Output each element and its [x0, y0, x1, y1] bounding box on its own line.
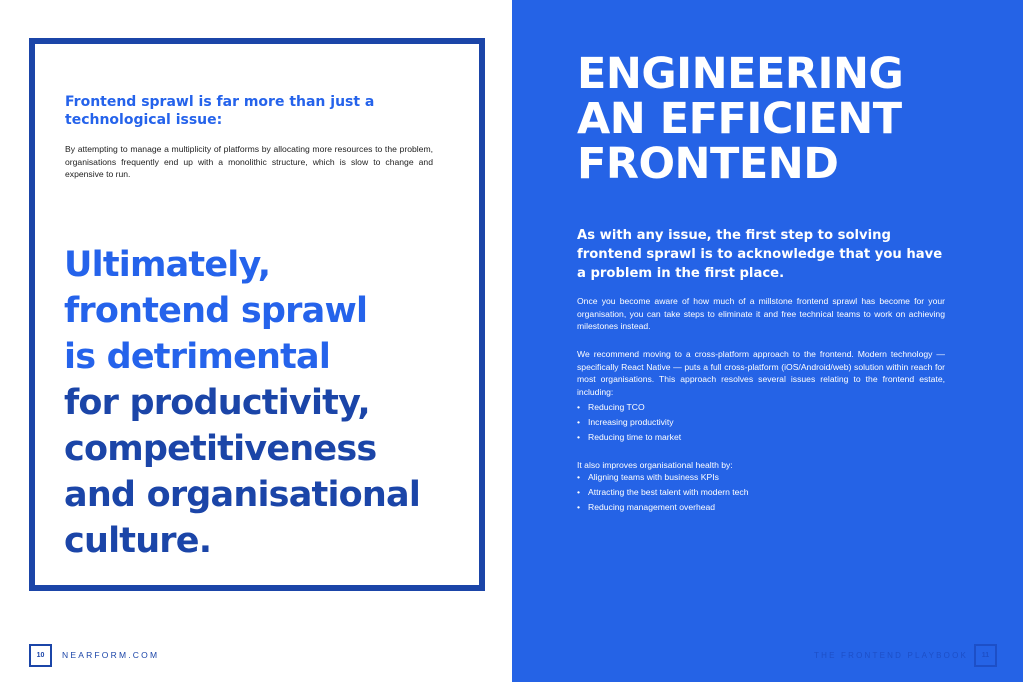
quote-line: is detrimental [64, 337, 331, 377]
page-number-left: 10 [29, 644, 52, 667]
list-item: • Attracting the best talent with modern tech [577, 485, 945, 500]
paragraph-2: We recommend moving to a cross-platform approach to the frontend. Modern technology — specifically React Native — puts a full cross-platform (iOS/Android/web) solution within reach for most organisations. This approach resolves several issues relating to the frontend estate, including: [577, 349, 945, 397]
title-line: ENGINEERING [577, 49, 904, 99]
paragraph-1: Once you become aware of how much of a millstone frontend sprawl has become for your organisation, you can take steps to eliminate it and free technical teams to work on achieving milestones instead. [577, 296, 945, 332]
site-link[interactable]: NEARFORM.COM [62, 650, 160, 660]
page-title [577, 49, 997, 189]
page-number-right: 11 [974, 644, 997, 667]
quote-line: culture. [64, 521, 212, 561]
lead-paragraph: By attempting to manage a multiplicity of platforms by allocating more resources to the problem, organisations frequently end up with a monolithic structure, which is slow to change and expensive to run. [65, 144, 433, 180]
title-line: FRONTEND [577, 139, 839, 189]
pull-quote [64, 242, 484, 564]
title-line: AN EFFICIENT [577, 94, 902, 144]
health-list [577, 470, 945, 515]
list-item: • Aligning teams with business KPIs [577, 470, 945, 485]
list-item: • Reducing time to market [577, 430, 945, 445]
right-page [512, 0, 1023, 682]
quote-line: and organisational [64, 475, 421, 515]
publication-title: THE FRONTEND PLAYBOOK [814, 651, 969, 660]
list-item: • Reducing management overhead [577, 500, 945, 515]
quote-line: frontend sprawl [64, 291, 368, 331]
lead-heading: Frontend sprawl is far more than just a technological issue: [65, 94, 375, 128]
benefits-list [577, 400, 945, 445]
sub-heading: As with any issue, the first step to solving frontend sprawl is to acknowledge that you have a problem in the first place. [577, 228, 943, 281]
paragraph-3: It also improves organisational health by: [577, 460, 733, 470]
quote-line: Ultimately, [64, 245, 271, 285]
list-item: • Reducing TCO [577, 400, 945, 415]
list-item: • Increasing productivity [577, 415, 945, 430]
quote-line: for productivity, [64, 383, 370, 423]
quote-line: competitiveness [64, 429, 377, 469]
